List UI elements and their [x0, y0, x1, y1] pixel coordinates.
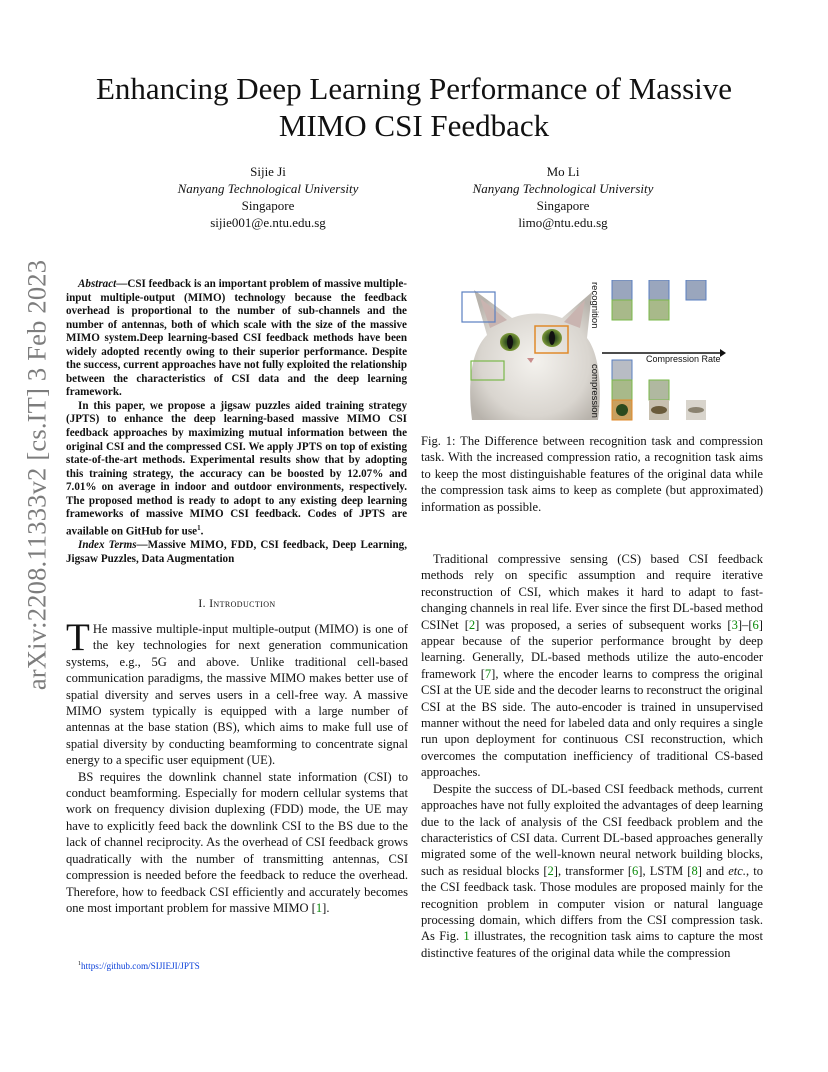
right-paragraph-2c: ], LSTM [	[638, 863, 692, 878]
right-paragraph-2a: Despite the success of DL-based CSI feedback methods, current approaches have not fully exploited the advantages of deep learning due to the lack of analysis of the CSI feedback problem and the characteristics of CSI data. Current DL-based approaches generally migrated some of the well-known neural network building blocks, such as residual blocks [	[421, 781, 763, 878]
etc-text: etc.	[728, 863, 746, 878]
right-column-body	[421, 551, 763, 961]
index-terms: —Massive MIMO, FDD, CSI feedback, Deep Learning, Jigsaw Puzzles, Data Augmentation	[66, 539, 407, 565]
github-link[interactable]: https://github.com/SIJIEJI/JPTS	[81, 961, 200, 972]
citation-link[interactable]: 8	[691, 863, 698, 878]
citation-link[interactable]: 6	[752, 617, 759, 632]
footnote	[78, 961, 200, 971]
citation-link[interactable]: 2	[468, 617, 476, 632]
section-title: Introduction	[209, 598, 276, 610]
title-line-1: Enhancing Deep Learning Performance of Massive	[95, 71, 733, 106]
author-affiliation: Nanyang Technological University	[472, 181, 654, 196]
intro-paragraph-1: He massive multiple-input multiple-output (MIMO) is one of the key technologies for next generation communication systems, e.g., 5G and above. Unlike traditional cell-based communication paradigms, the massive MIMO makes better use of spatial diversity and serves users in a cell-free way. A massive MIMO system typically is equipped with a large number of antennas at the base station (BS), which aims to make full use of spatial diversity by conducting beamforming to concentrate signal energy to a specific user equipment (UE).	[66, 622, 408, 768]
recognition-patches	[612, 280, 706, 320]
right-paragraph-2b: ], transformer [	[553, 863, 632, 878]
title-line-2: MIMO CSI Feedback	[278, 108, 550, 143]
right-paragraph-1b: ] was proposed, a series of subsequent works [	[475, 617, 732, 632]
recognition-label: recognition	[589, 282, 600, 329]
abstract	[66, 278, 407, 566]
author-email: limo@ntu.edu.sg	[518, 215, 608, 230]
author-name: Mo Li	[546, 164, 580, 179]
abstract-label: Abstract	[78, 278, 117, 290]
right-paragraph-1e: ], where the encoder learns to compress the original CSI at the UE side and the decoder learns to reconstruct the original CSI at the BS side. The auto-encoder is trained in unsupervised manner without the need for labeled data and only requires a single run upon deployment for continuous CSI reconstruction, which overcomes the computation inefficiency of traditional CS-based approaches.	[421, 666, 763, 780]
right-paragraph-1c: ]–[	[737, 617, 753, 632]
author-email: sijie001@e.ntu.edu.sg	[210, 215, 326, 230]
right-paragraph-2f: illustrates, the recognition task aims to capture the most distinctive features of the original data while the compression	[421, 929, 764, 960]
compression-label: compression	[589, 364, 600, 418]
author-block-1	[168, 163, 368, 231]
paper-title	[60, 70, 768, 144]
abstract-paragraph-2: In this paper, we propose a jigsaw puzzles aided training strategy (JPTS) to enhance the deep learning-based massive MIMO CSI feedback approaches by maximizing mutual information between the original CSI and the compressed CSI. We apply JPTS on top of existing state-of-the-art methods. Experimental results show that by adopting this training strategy, the accuracy can be boosted by 12.07% and 7.01% on average in indoor and outdoor environments, respectively. The proposed method is ready to adopt to any existing deep learning frameworks of massive MIMO CSI feedback. Codes of JPTS are available on GitHub for use	[66, 399, 407, 538]
author-location: Singapore	[241, 198, 295, 213]
intro-paragraph-2: BS requires the downlink channel state information (CSI) to conduct beamforming. Especially for modern cellular systems that work on frequency division duplexing (FDD) mode, the UE may have to explicitly feed back the downlink CSI to the BS due to the lack of channel reciprocity. As the overhead of CSI feedback grows quadratically with the number of transmitting antennas, CSI compression is needed before the feedback to reduce the overhead. Therefore, how to feedback CSI efficiently and accurately becomes one most important problem for massive MIMO [	[66, 769, 408, 915]
figure-illustration	[452, 280, 752, 422]
compression-patches	[612, 360, 706, 420]
left-column-body	[66, 616, 408, 916]
figure-1	[452, 280, 752, 422]
arxiv-stamp-text: arXiv:2208.11333v2 [cs.IT] 3 Feb 2023	[21, 259, 52, 691]
citation-link[interactable]: 7	[484, 666, 492, 681]
index-terms-label: Index Terms	[78, 539, 137, 552]
right-paragraph-2d: ] and	[697, 863, 729, 878]
right-paragraph-1d: ] appear because of the superior performance brought by deep learning. Generally, DL-based methods utilize the auto-encoder framework [	[421, 617, 763, 681]
author-affiliation: Nanyang Technological University	[177, 181, 359, 196]
drop-cap: T	[66, 616, 90, 659]
author-name: Sijie Ji	[250, 164, 286, 179]
figure-reference-link[interactable]: 1	[463, 929, 470, 944]
abstract-paragraph-1: —CSI feedback is an important problem of massive multiple-input multiple-output (MIMO) technology because the feedback overhead is proportional to the number of sub-channels and the number of antennas, both of which scale with the size of the massive MIMO system.Deep learning-based CSI feedback methods have been widely adopted recently owing to their superior performance. Despite the success, current approaches have not fully exploited the relationship between the characteristics of CSI data and the deep learning framework.	[66, 278, 407, 399]
intro-paragraph-2-end: ].	[322, 900, 330, 915]
section-number: I.	[198, 598, 210, 610]
citation-link[interactable]: 6	[632, 863, 639, 878]
footnote-mark: 1	[78, 961, 81, 967]
citation-link[interactable]: 1	[315, 900, 323, 915]
right-paragraph-2e: , to the CSI feedback task. Those modules are proposed mainly for the recognition problem in computer vision or natural language processing domain, which differs from the CSI compression task. As Fig.	[421, 863, 763, 944]
figure-caption: Fig. 1: The Difference between recognition task and compression task. With the increased compression ratio, a recognition task aims to keep the most distinguishable features of the original data while the compression task aims to keep as complete (but approximated) information as possible.	[421, 434, 763, 514]
right-paragraph-1a: Traditional compressive sensing (CS) based CSI feedback methods rely on specific assumption and require iterative reconstruction of CSI, which makes it hard to adapt to fast-changing channels in real life. Ever since the first DL-based method CSINet [	[421, 552, 763, 632]
footnote-marker: 1	[197, 523, 201, 532]
compression-rate-label: Compression Rate	[646, 354, 721, 364]
citation-link[interactable]: 3	[731, 617, 738, 632]
section-heading	[66, 598, 408, 610]
citation-link[interactable]: 2	[547, 863, 554, 878]
arxiv-side-stamp	[18, 259, 56, 691]
author-block-2	[463, 163, 663, 231]
author-location: Singapore	[536, 198, 590, 213]
cat-image	[470, 290, 600, 420]
abstract-end: .	[200, 525, 204, 538]
